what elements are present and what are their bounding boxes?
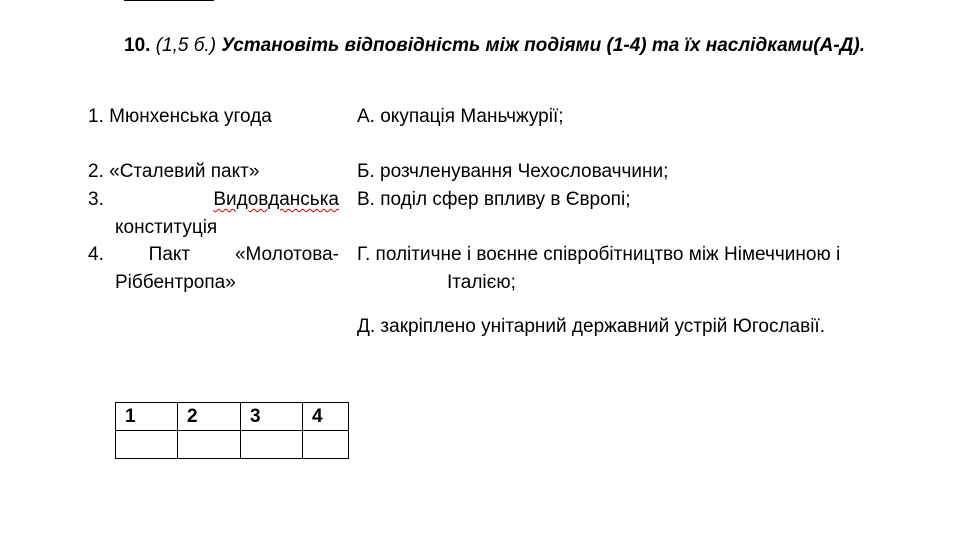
event-text-word: «Молотова- [234, 244, 339, 265]
consequence-item-b: Б. розчленування Чехословаччини; [357, 161, 669, 182]
answer-table-header-row [116, 403, 349, 431]
event-item-4-continuation: Ріббентропа» [115, 272, 236, 293]
event-text-word: Видовданська [213, 189, 339, 210]
answer-cell[interactable] [303, 431, 349, 459]
event-number: 2. [88, 161, 104, 182]
event-item-1 [88, 106, 272, 128]
consequence-item-a: А. окупація Маньчжурії; [357, 106, 564, 127]
top-divider-line [124, 0, 214, 1]
question-number: 10. [124, 35, 151, 56]
event-text-word: Пакт [148, 244, 191, 265]
answer-cell[interactable] [178, 431, 241, 459]
event-text: «Сталевий пакт» [109, 161, 260, 182]
event-number: 1. [88, 106, 104, 127]
event-text: Мюнхенська угода [109, 106, 272, 127]
answer-cell[interactable] [241, 431, 303, 459]
event-item-2 [88, 161, 259, 183]
event-item-4 [88, 244, 339, 266]
answer-header-cell: 1 [116, 403, 178, 431]
answer-table-answer-row [116, 431, 349, 459]
answer-header-cell: 4 [303, 403, 349, 431]
event-item-3-continuation: конституція [115, 217, 218, 238]
question-task: Установіть відповідність між подіями (1-4) та їх наслідками(А-Д). [221, 35, 865, 56]
answer-header-cell: 2 [178, 403, 241, 431]
answer-header-cell: 3 [241, 403, 303, 431]
event-number: 4. [88, 244, 104, 265]
answer-table [115, 402, 349, 459]
consequence-item-d: Г. політичне і воєнне співробітництво між Німеччиною і [357, 244, 841, 265]
consequence-item-e: Д. закріплено унітарний державний устрій Югославії. [357, 316, 825, 337]
question-heading [124, 34, 924, 58]
consequence-item-c: В. поділ сфер впливу в Європі; [357, 189, 631, 210]
question-points: (1,5 б.) [155, 35, 217, 56]
answer-cell[interactable] [116, 431, 178, 459]
event-item-3 [88, 189, 339, 211]
consequence-item-d-continuation: Італією; [447, 272, 516, 293]
event-number: 3. [88, 189, 104, 210]
